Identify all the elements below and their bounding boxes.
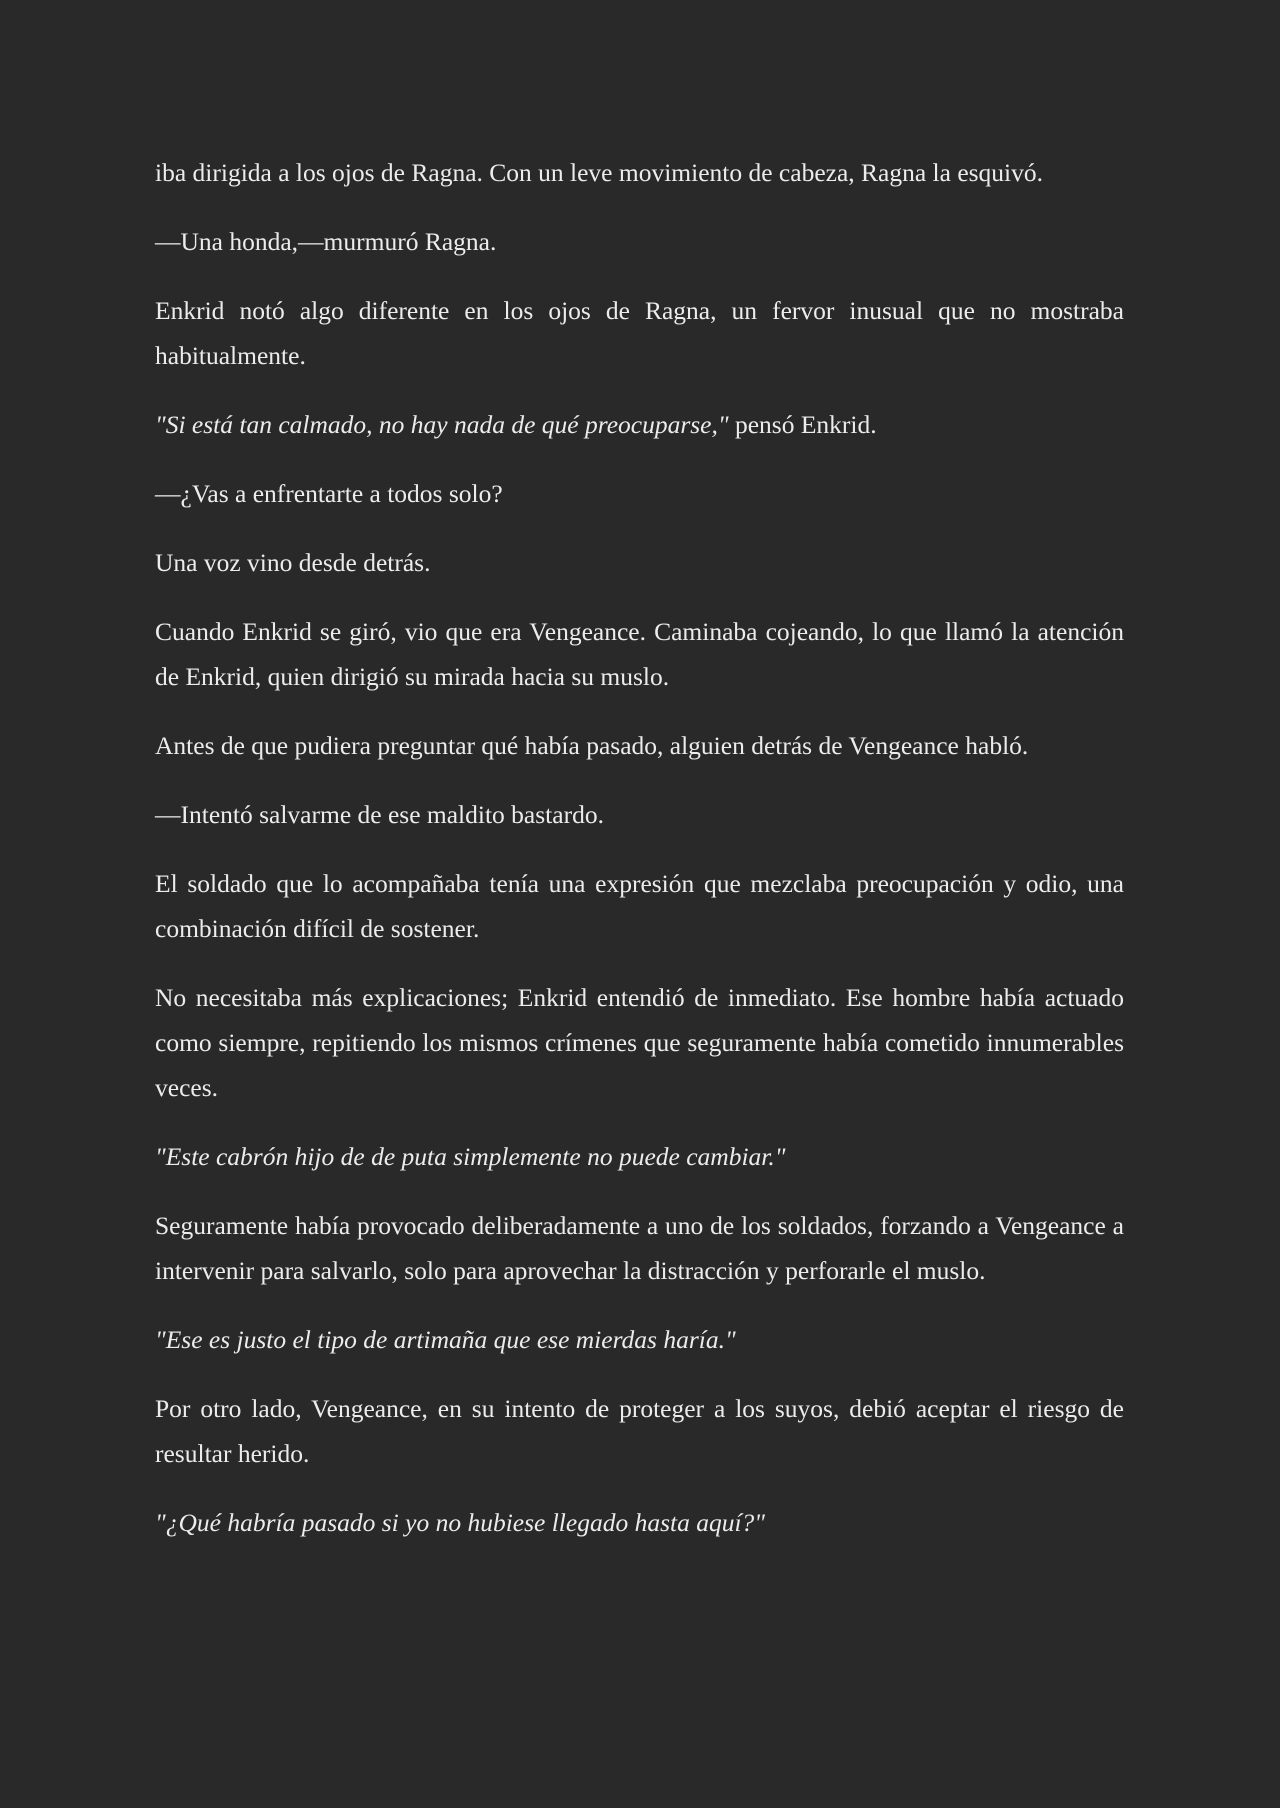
paragraph-thought: "Este cabrón hijo de de puta simplemente no puede cambiar." (155, 1142, 786, 1171)
paragraph-thought: "Ese es justo el tipo de artimaña que ese mierdas haría." (155, 1325, 736, 1354)
paragraph-2 (155, 219, 1124, 264)
paragraph-text: Cuando Enkrid se giró, vio que era Vengeance. Caminaba cojeando, lo que llamó la atención de Enkrid, quien dirigió su mirada hacia su muslo. (155, 617, 1124, 691)
paragraph-text: Una voz vino desde detrás. (155, 548, 431, 577)
paragraph-text: —¿Vas a enfrentarte a todos solo? (155, 479, 503, 508)
paragraph-10 (155, 861, 1124, 951)
paragraph-1 (155, 150, 1124, 195)
paragraph-6 (155, 540, 1124, 585)
paragraph-12 (155, 1134, 1124, 1179)
paragraph-text: iba dirigida a los ojos de Ragna. Con un leve movimiento de cabeza, Ragna la esquivó. (155, 158, 1044, 187)
paragraph-text: Por otro lado, Vengeance, en su intento de proteger a los suyos, debió aceptar el riesgo de resultar herido. (155, 1394, 1124, 1468)
paragraph-text: Seguramente había provocado deliberadamente a uno de los soldados, forzando a Vengeance a intervenir para salvarlo, solo para aprovechar la distracción y perforarle el muslo. (155, 1211, 1124, 1285)
paragraph-13 (155, 1203, 1124, 1293)
paragraph-thought: "Si está tan calmado, no hay nada de qué preocuparse," (155, 410, 729, 439)
paragraph-text: Enkrid notó algo diferente en los ojos de Ragna, un fervor inusual que no mostraba habitualmente. (155, 296, 1124, 370)
paragraph-text: El soldado que lo acompañaba tenía una expresión que mezclaba preocupación y odio, una combinación difícil de sostener. (155, 869, 1124, 943)
paragraph-16 (155, 1500, 1124, 1545)
paragraph-9 (155, 792, 1124, 837)
paragraph-15 (155, 1386, 1124, 1476)
paragraph-8 (155, 723, 1124, 768)
paragraph-thought: "¿Qué habría pasado si yo no hubiese llegado hasta aquí?" (155, 1508, 766, 1537)
paragraph-5 (155, 471, 1124, 516)
paragraph-text: Antes de que pudiera preguntar qué había pasado, alguien detrás de Vengeance habló. (155, 731, 1029, 760)
paragraph-11 (155, 975, 1124, 1110)
paragraph-3 (155, 288, 1124, 378)
paragraph-text: pensó Enkrid. (728, 410, 877, 439)
paragraph-7 (155, 609, 1124, 699)
paragraph-text: No necesitaba más explicaciones; Enkrid entendió de inmediato. Ese hombre había actuado como siempre, repitiendo los mismos crímenes que seguramente había cometido innumerables veces. (155, 983, 1124, 1102)
paragraph-4 (155, 402, 1124, 447)
paragraph-text: —Una honda,—murmuró Ragna. (155, 227, 497, 256)
paragraph-text: —Intentó salvarme de ese maldito bastardo. (155, 800, 604, 829)
paragraph-14 (155, 1317, 1124, 1362)
